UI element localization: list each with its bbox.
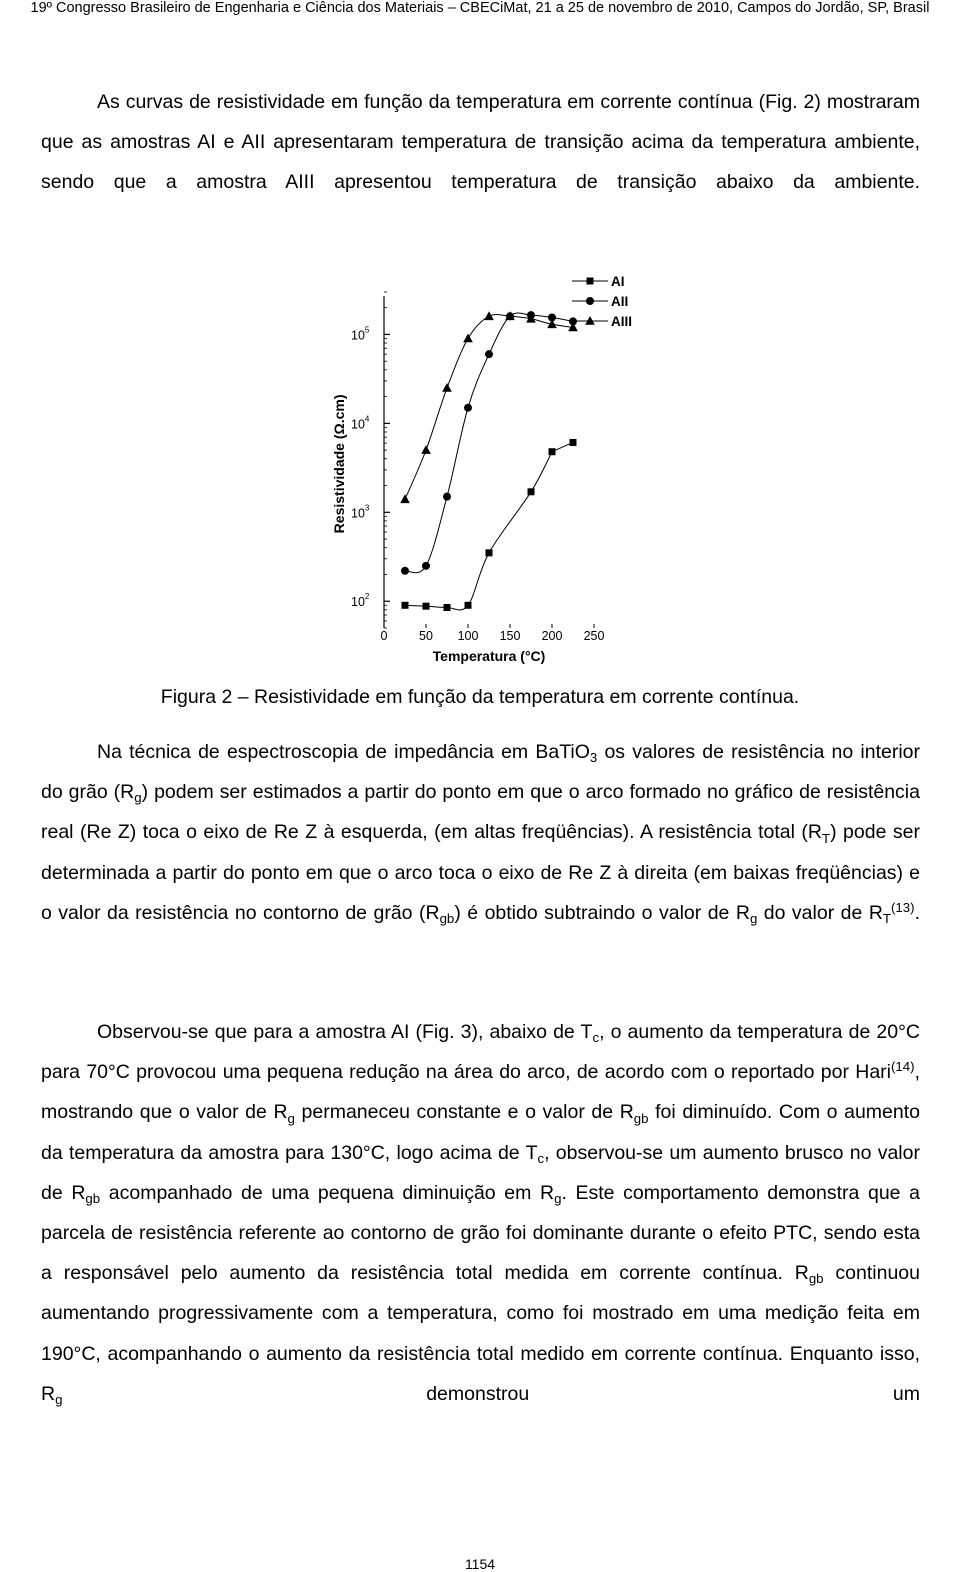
text-run: ) é obtido subtraindo o valor de R: [454, 901, 750, 924]
data-point-aii: [401, 567, 409, 575]
text-run: . Este comportamento demonstra que a parcela de resistência referente ao contorno de grão foi dominante durante o efeito PTC, sendo esta a responsável pelo aumento da resistência total medida em corrente contínua. R: [41, 1181, 920, 1285]
data-point-aii: [485, 350, 493, 358]
text-run: os valores de resistência no interior do grão (R: [41, 741, 921, 804]
y-tick-exponent: 2: [364, 592, 370, 602]
x-tick-label: 150: [499, 629, 521, 643]
paragraph-intro: [41, 82, 920, 203]
subscript: g: [554, 1191, 562, 1207]
y-tick-exponent: 4: [364, 414, 370, 424]
text-run: permaneceu constante e o valor de R: [294, 1101, 634, 1124]
subscript: gb: [633, 1110, 649, 1126]
data-point-ai: [528, 488, 535, 495]
data-point-aii: [422, 562, 430, 570]
series-curve-aiii: [405, 315, 573, 500]
legend-marker: [586, 297, 594, 305]
y-tick-base: 10: [351, 328, 365, 343]
x-tick-label: 50: [419, 629, 433, 643]
data-point-ai: [549, 448, 556, 455]
y-tick-label: [351, 414, 370, 431]
data-point-aiii: [442, 383, 452, 392]
paragraph-intro-text: As curvas de resistividade em função da temperatura em corrente contínua (Fig. 2) mostraram que as amostras AI e AII apresentaram temperatura de transição acima da temperatura ambiente, sendo que a amostra AIII apresentou temperatura de transição abaixo da ambiente.: [41, 91, 920, 194]
subscript: gb: [85, 1191, 101, 1207]
text-run: , mostrando que o valor de R: [41, 1061, 920, 1124]
text-run: demonstrou um: [62, 1382, 920, 1405]
text-run: , observou-se um aumento brusco no valor de R: [41, 1141, 920, 1204]
data-point-aiii: [400, 494, 410, 503]
x-tick-label: 200: [541, 629, 563, 643]
chart-markers: [400, 311, 578, 611]
y-tick-base: 10: [351, 417, 365, 432]
legend-marker: [585, 316, 595, 325]
y-tick-label: [351, 592, 370, 609]
subscript: g: [55, 1392, 63, 1408]
subscript: gb: [439, 911, 455, 927]
y-tick-base: 10: [351, 506, 365, 521]
y-tick-base: 10: [351, 595, 365, 610]
data-point-ai: [486, 549, 493, 556]
paragraph-observations: [41, 1012, 920, 1414]
subscript: g: [134, 790, 142, 806]
data-point-aiii: [421, 445, 431, 454]
legend-label: AI: [611, 274, 625, 289]
legend-marker: [587, 278, 594, 285]
data-point-aii: [443, 493, 451, 501]
text-run: continuou aumentando progressivamente com a temperatura, como foi mostrado em uma medição feita em 190°C, acompanhando o aumento da resistência total medido em corrente contínua. Enquanto isso, R: [41, 1262, 920, 1405]
subscript: g: [749, 911, 758, 927]
data-point-ai: [465, 602, 472, 609]
y-axis-title: Resistividade (Ω.cm): [331, 394, 347, 534]
subscript: gb: [808, 1271, 824, 1287]
x-axis-title: Temperatura (°C): [432, 648, 546, 664]
figure-caption: Figura 2 – Resistividade em função da temperatura em corrente contínua.: [160, 686, 800, 708]
page-number: 1154: [464, 1556, 496, 1572]
subscript: c: [537, 1150, 545, 1166]
text-run: ) pode ser determinada a partir do ponto em que o arco toca o eixo de Re Z à direita (em baixas freqüências) e o valor da resistência no contorno de grão (R: [41, 821, 920, 924]
x-tick-label: 100: [457, 629, 479, 643]
y-tick-label: [351, 325, 370, 342]
paragraph-impedance: [41, 732, 920, 933]
data-point-aii: [464, 404, 472, 412]
text-run: .: [914, 901, 920, 924]
text-run: Observou-se que para a amostra AI (Fig. 3), abaixo de T: [97, 1021, 593, 1043]
text-run: ) podem ser estimados a partir do ponto em que o arco formado no gráfico de resistência real (Re Z) toca o eixo de Re Z à esquerda, (em altas freqüências). A resistência total (R: [41, 781, 920, 844]
subscript: c: [592, 1030, 600, 1046]
y-tick-exponent: 5: [364, 325, 370, 335]
x-tick-label: 0: [380, 629, 388, 643]
legend-label: AIII: [611, 314, 633, 329]
y-tick-label: [351, 503, 370, 520]
data-point-ai: [423, 603, 430, 610]
citation-superscript: (14): [891, 1058, 915, 1074]
text-run: foi diminuído. Com o aumento da temperatura da amostra para 130°C, logo acima de T: [41, 1101, 920, 1164]
data-point-aiii: [463, 334, 473, 343]
text-run: acompanhado de uma pequena diminuição em R: [100, 1181, 555, 1204]
data-point-ai: [444, 604, 451, 611]
data-point-aiii: [484, 311, 494, 320]
citation-superscript: (13): [891, 899, 915, 915]
text-run: , o aumento da temperatura de 20°C para 70°C provocou uma pequena redução na área do arco, de acordo com o reportado por Hari: [41, 1021, 920, 1084]
text-run: Na técnica de espectroscopia de impedância em BaTiO: [97, 741, 590, 763]
chart-legend: [572, 274, 632, 329]
legend-label: AII: [611, 294, 629, 309]
series-curve-ai: [405, 452, 552, 610]
text-run: do valor de R: [757, 901, 883, 924]
conference-header: 19º Congresso Brasileiro de Engenharia e Ciência dos Materiais – CBECiMat, 21 a 25 de novembro de 2010, Campos do Jordão, SP, Brasil: [30, 0, 930, 16]
data-point-ai: [570, 439, 577, 446]
resistivity-chart: [320, 266, 640, 666]
subscript: 3: [589, 750, 598, 766]
subscript: T: [882, 911, 891, 927]
subscript: g: [287, 1110, 295, 1126]
data-point-ai: [402, 602, 409, 609]
subscript: T: [821, 830, 831, 846]
x-tick-label: 250: [583, 629, 605, 643]
y-tick-exponent: 3: [364, 503, 370, 513]
